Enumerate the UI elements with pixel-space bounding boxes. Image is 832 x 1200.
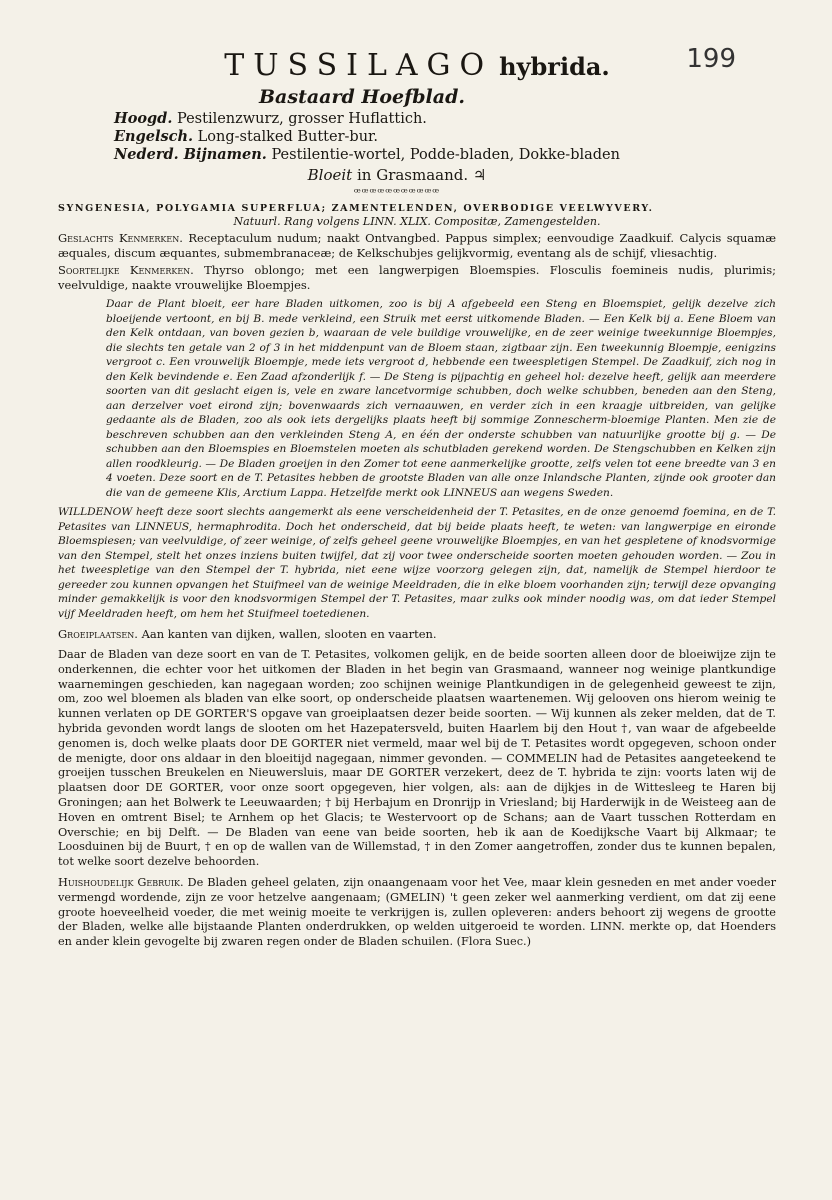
genus-name: TUSSILAGO bbox=[224, 48, 494, 83]
title-row bbox=[58, 44, 776, 90]
willdenow-paragraph: WILLDENOW heeft deze soort slechts aangemerkt als eene verscheidenheid der T. Petasites, en de onze genoemd foemina, en de T. Petasites van LINNEUS, hermaphrodita. Doch het onderscheid, dat bij beide plaats heeft, te weten: van langwerpige en eironde Bloemspiesen; van veelvuldige, of zeer weinige, of zelfs geheel geene vrouwelijke Bloempjes, en van het gespletene of knodsvormige van den Stempel, stelt het onzes inziens buiten twijfel, dat zij voor twee onderscheide soorten moeten gehouden worden. — Zou in het tweespletige van den Stempel der T. hybrida, niet eene wijze voorzorg gelegen zijn, dat, namelijk de Stempel hierdoor te gereeder zou kunnen opvangen het Stuifmeel van de weinige Meeldraden, die in elke bloem voorhanden zijn; terwijl deze opvanging minder gemakkelijk is voor den knodsvormigen Stempel der T. Petasites, maar zulks ook minder noodig was, om dat ieder Stempel vijf Meeldraden heeft, om hem het Stuifmeel toetedienen. bbox=[58, 506, 776, 620]
species-name: hybrida. bbox=[499, 52, 610, 81]
name-line-nederd: Nederd. Bijnamen. Pestilentie-wortel, Podde-bladen, Dokke-bladen bbox=[114, 146, 620, 163]
soortelijke-kenmerken: Soortelijke Kenmerken. Thyrso oblongo; met een langwerpigen Bloemspies. Flosculis foemineis nudis, plurimis; veelvuldige, naakte vrouwelijke Bloempjes. bbox=[58, 263, 776, 292]
huishoudelijk-gebruik: Huishoudelijk Gebruik. De Bladen geheel gelaten, zijn onaangenaam voor het Vee, maar klein gesneden en met ander voeder vermengd wordende, zijn ze voor hetzelve aangenaam; (GMELIN) 't geen zeker wel aanmerking verdient, om dat zij eene groote hoeveelheid voeder, die met weinig moeite te verkrijgen is, zullen opleveren: anders behoort zij wegens de grootte der Bladen, welke alle bijstaande Planten onderdrukken, op welden uitgeroeid te worden. LINN. merkte op, dat Hoenders en ander klein gevogelte bij zwaren regen onder de Bladen schuilen. (Flora Suec.) bbox=[58, 875, 777, 949]
ornament-divider: ꟹꟹꟹꟹꟹꟹꟹꟹꟹꟹꟹ bbox=[353, 186, 441, 199]
name-line-engelsch: Engelsch. Long-stalked Butter-bur. bbox=[114, 128, 378, 145]
plate-number: 199 bbox=[686, 44, 736, 74]
classification-line: SYNGENESIA, POLYGAMIA SUPERFLUA; ZAMENTELENDEN, OVERBODIGE VEELWYVERY. bbox=[58, 203, 654, 214]
groeiplaatsen: Groeiplaatsen. Aan kanten van dijken, wallen, slooten en vaarten. bbox=[58, 627, 437, 642]
bloeit-line: Bloeit in Grasmaand. ♃ bbox=[307, 166, 487, 184]
vernacular-names bbox=[114, 110, 776, 164]
name-line-hoogd: Hoogd. Pestilenzwurz, grosser Huflattich. bbox=[114, 110, 427, 127]
dutch-name: Bastaard Hoefblad. bbox=[259, 86, 465, 108]
geslachts-kenmerken: Geslachts Kenmerken. Receptaculum nudum; naakt Ontvangbed. Pappus simplex; eenvoudige Zaadkuif. Calycis squamæ æquales, discum æquantes, submembranaceæ; de Kelkschubjes gelijkvormig, eventang als de schijf, vliesachtig. bbox=[58, 231, 776, 260]
title bbox=[224, 48, 610, 83]
description-paragraph: Daar de Plant bloeit, eer hare Bladen uitkomen, zoo is bij A afgebeeld een Steng en Bloemspiet, gelijk dezelve zich bloeijende vertoont, en bij B. mede verkleind, een Struik met eerst uitkomende Bladen. — Een Kelk bij a. Eene Bloem van den Kelk ontdaan, van boven gezien b, waaraan de vele buildige vrouwelijke, en de zeer weinige tweekunnige Bloempjes, die slechts ten getale van 2 of 3 in het middenpunt van de Bloem staan, zigtbaar zijn. Een tweekunnig Bloempje, eenigzins vergroot c. Een vrouwelijk Bloempje, mede iets vergroot d, hebbende een tweespletigen Stempel. De Zaadkuif, zich nog in den Kelk bevindende e. Een Zaad afzonderlijk f. — De Steng is pijpachtig en geheel hol: dezelve heeft, gelijk aan meerdere soorten van dit geslacht eigen is, vele en zware lancetvormige schubben, doch welke schubben, beneden aan den Steng, aan derzelver voet eirond zijn; bovenwaards zich vernaauwen, en verder zich in een kraagje uitbreiden, van gelijke gedaante als de Bladen, zoo als ook iets dergelijks plaats heeft bij sommige Zonnescherm-bloemige Planten. Men zie de beschreven schubben aan den verkleinden Steng A, en één der onderste schubben van natuurlijke grootte bij g. — De schubben aan den Bloemspies en Bloemstelen moeten als schutbladen gerekend worden. De Stengschubben en Kelken zijn allen roodkleurig. — De Bladen groeijen in den Zomer tot eene aanmerkelijke grootte, zelfs velen tot eene breedte van 3 en 4 voeten. Deze soort en de T. Petasites hebben de grootste Bladen van alle onze Inlandsche Planten, zijnde ook grooter dan die van de gemeene Klis, Arctium Lappa. Hetzelfde merkt ook LINNEUS aan wegens Sweden. bbox=[106, 298, 776, 499]
document-page bbox=[58, 44, 777, 950]
natural-rank: Natuurl. Rang volgens LINN. XLIX. Compositæ, Zamengestelden. bbox=[233, 215, 601, 228]
main-text-paragraph: Daar de Bladen van deze soort en van de T. Petasites, volkomen gelijk, en de beide soorten alleen door de bloeiwijze zijn te onderkennen, die echter voor het uitkomen der Bladen in het begin van Grasmaand, wanneer nog weinige plantkundige waarnemingen geschieden, kan nagegaan worden; zoo schijnen weinige Plantkundigen in de gelegenheid geweest te zijn, om, zoo wel bloemen als bladen van elke soort, op onderscheide plaatsen waartenemen. Wij gelooven ons hierom weinig te kunnen verlaten op DE GORTER'S opgave van groeiplaatsen dezer beide soorten. — Wij kunnen als zeker melden, dat de T. hybrida gevonden wordt langs de slooten om het Hazepatersveld, buiten Haarlem bij den Hout †, van waar de afgebeelde genomen is, doch welke plaats door DE GORTER niet vermeld, maar wel bij de T. Petasites wordt opgegeven, schoon onder de menigte, door ons aldaar in den bloeitijd nagegaan, nimmer gevonden. — COMMELIN had de Petasites aangeteekend te groeijen tusschen Breukelen en Nieuwersluis, maar DE GORTER verzekert, deez de T. hybrida te zijn: voorts laten wij de plaatsen door DE GORTER, voor onze soort opgegeven, hier volgen, als: aan de dijkjes in de Wittesleeg te Haren bij Groningen; aan het Bolwerk te Leeuwaarden; † bij Herbajum en Dronrijp in Vriesland; bij Harderwijk in de Weisteeg aan de Hoven en omtrent Bisel; te Arnhem op het Glacis; te Westervoort op de Schans; aan de Vaart tusschen Rotterdam en Overschie; en bij Delft. — De Bladen van eene van beide soorten, heb ik aan de Koedijksche Vaart bij Alkmaar; te Loosduinen bij de Buurt, † en op de wallen van de Willemstad, † in den Zomer aangetroffen, zonder dus te kunnen bepalen, tot welke soort dezelve behoorden. bbox=[58, 647, 776, 869]
